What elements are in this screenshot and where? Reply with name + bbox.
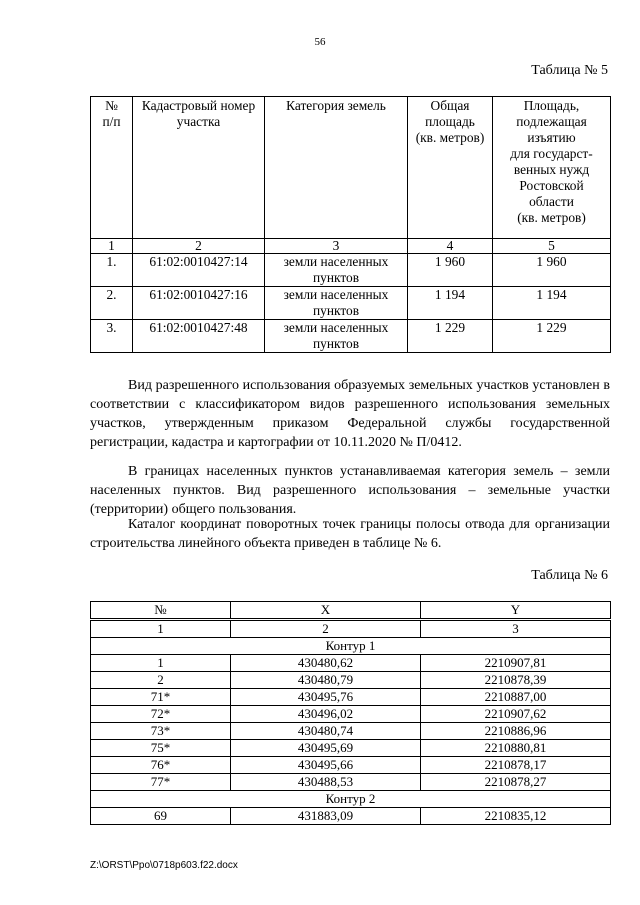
table5-column-numbers: [91, 239, 611, 254]
contour-2-header: [91, 791, 611, 808]
x-coordinate: 430480,74: [231, 723, 421, 740]
x-coordinate: 430480,79: [231, 672, 421, 689]
table-row: [91, 689, 611, 706]
land-category: земли населенных пунктов: [265, 254, 408, 287]
table6-column-numbers: [91, 620, 611, 638]
header-land-category: Категория земель: [265, 97, 408, 239]
coordinates-table: [90, 601, 611, 825]
x-coordinate: 431883,09: [231, 808, 421, 825]
column-number: 5: [493, 239, 611, 254]
column-number: 4: [408, 239, 493, 254]
paragraph-permitted-use: [90, 376, 610, 452]
table5-caption: Таблица № 5: [531, 63, 608, 78]
x-coordinate: 430496,02: [231, 706, 421, 723]
table-row: [91, 706, 611, 723]
paragraph-text: В границах населенных пунктов устанавливаемая категория земель – земли населенных пунктов. Вид разрешенного использования – земельные участки (территории) общего пользования.: [90, 464, 610, 517]
point-number: 71*: [91, 689, 231, 706]
table-row: [91, 287, 611, 320]
seized-area: 1 229: [493, 320, 611, 353]
table-row: [91, 655, 611, 672]
column-number: 2: [133, 239, 265, 254]
x-coordinate: 430480,62: [231, 655, 421, 672]
y-coordinate: 2210835,12: [421, 808, 611, 825]
document-file-path: Z:\ORST\Ppo\0718p603.f22.docx: [90, 860, 238, 871]
column-number: 3: [421, 620, 611, 638]
y-coordinate: 2210878,39: [421, 672, 611, 689]
paragraph-land-category: [90, 462, 610, 519]
header-seized-area: Площадь, подлежащая изъятию для государст- венных нужд Ростовской области (кв. метров): [493, 97, 611, 239]
header-cadastral-number: Кадастровый номер участка: [133, 97, 265, 239]
row-number: 2.: [91, 287, 133, 320]
land-category: земли населенных пунктов: [265, 320, 408, 353]
table5-header-row: [91, 97, 611, 239]
x-coordinate: 430495,66: [231, 757, 421, 774]
column-number: 1: [91, 239, 133, 254]
contour-1-header: [91, 638, 611, 655]
column-number: 2: [231, 620, 421, 638]
y-coordinate: 2210907,62: [421, 706, 611, 723]
total-area: 1 960: [408, 254, 493, 287]
paragraph-coordinates-catalog: [90, 515, 610, 553]
table6-caption: Таблица № 6: [531, 568, 608, 583]
land-category: земли населенных пунктов: [265, 287, 408, 320]
y-coordinate: 2210880,81: [421, 740, 611, 757]
y-coordinate: 2210878,17: [421, 757, 611, 774]
point-number: 73*: [91, 723, 231, 740]
cadastral-number: 61:02:0010427:16: [133, 287, 265, 320]
point-number: 77*: [91, 774, 231, 791]
x-coordinate: 430495,69: [231, 740, 421, 757]
contour-label: Контур 1: [91, 638, 611, 655]
total-area: 1 194: [408, 287, 493, 320]
x-coordinate: 430495,76: [231, 689, 421, 706]
y-coordinate: 2210886,96: [421, 723, 611, 740]
paragraph-text: Каталог координат поворотных точек границы полосы отвода для организации строительства линейного объекта приведен в таблице № 6.: [90, 517, 610, 551]
point-number: 2: [91, 672, 231, 689]
table6-header-row: [91, 602, 611, 620]
header-point-number: №: [91, 602, 231, 620]
table-row: [91, 740, 611, 757]
seized-area: 1 960: [493, 254, 611, 287]
header-row-number: № п/п: [91, 97, 133, 239]
paragraph-text: Вид разрешенного использования образуемых земельных участков установлен в соответствии с классификатором видов разрешенного использования земельных участков, утвержденным приказом Федеральной службы государственной регистрации, кадастра и картографии от 10.11.2020 № П/0412.: [90, 378, 610, 450]
column-number: 3: [265, 239, 408, 254]
point-number: 1: [91, 655, 231, 672]
cadastral-number: 61:02:0010427:48: [133, 320, 265, 353]
point-number: 69: [91, 808, 231, 825]
table-row: [91, 808, 611, 825]
cadastral-number: 61:02:0010427:14: [133, 254, 265, 287]
header-x: X: [231, 602, 421, 620]
y-coordinate: 2210887,00: [421, 689, 611, 706]
row-number: 1.: [91, 254, 133, 287]
table-row: [91, 723, 611, 740]
y-coordinate: 2210907,81: [421, 655, 611, 672]
seized-area: 1 194: [493, 287, 611, 320]
table-row: [91, 254, 611, 287]
header-total-area: Общая площадь (кв. метров): [408, 97, 493, 239]
row-number: 3.: [91, 320, 133, 353]
x-coordinate: 430488,53: [231, 774, 421, 791]
land-plots-table: [90, 96, 611, 353]
table-row: [91, 757, 611, 774]
table-row: [91, 672, 611, 689]
table-row: [91, 774, 611, 791]
point-number: 76*: [91, 757, 231, 774]
table-row: [91, 320, 611, 353]
total-area: 1 229: [408, 320, 493, 353]
column-number: 1: [91, 620, 231, 638]
header-y: Y: [421, 602, 611, 620]
page-number: 56: [314, 36, 326, 48]
point-number: 72*: [91, 706, 231, 723]
y-coordinate: 2210878,27: [421, 774, 611, 791]
contour-label: Контур 2: [91, 791, 611, 808]
point-number: 75*: [91, 740, 231, 757]
